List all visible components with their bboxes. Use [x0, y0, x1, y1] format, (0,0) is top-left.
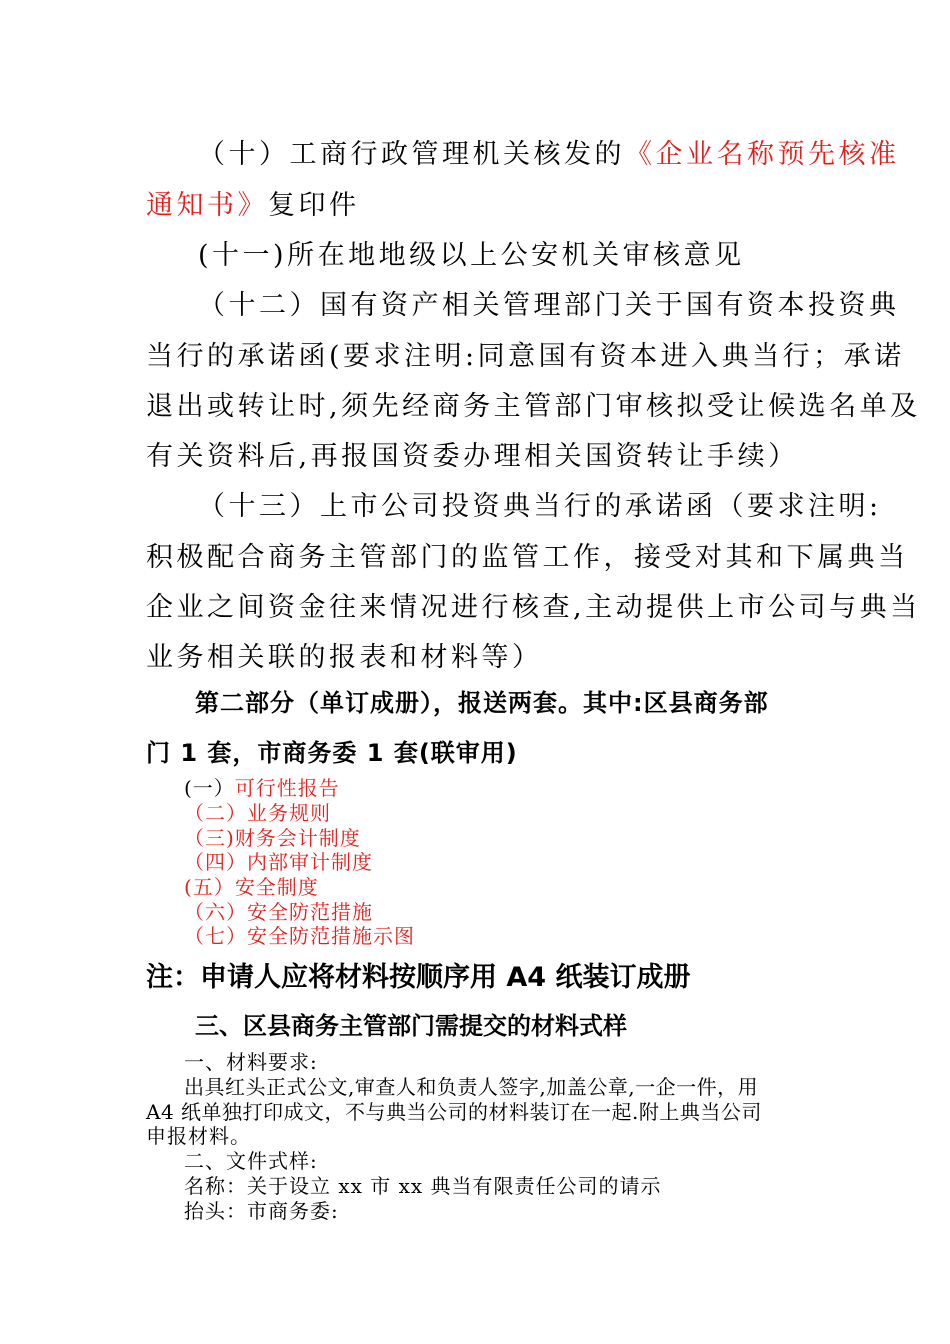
format-heading: 二、文件式样:	[184, 1149, 318, 1173]
item-12-line-3: 退出或转让时,须先经商务主管部门审核拟受让候选名单及	[146, 391, 921, 422]
part2-heading-line-1: 第二部分（单订成册），报送两套。其中:区县商务部	[195, 689, 769, 717]
item-12-line-2: 当行的承诺函(要求注明:同意国有资本进入典当行；承诺	[146, 341, 905, 372]
item-12-line-1: （十二）国有资产相关管理部门关于国有资本投资典	[198, 290, 900, 321]
part2-item-4-text: 内部审计制度	[247, 850, 373, 874]
part2-item-7-prefix: （七）	[184, 924, 247, 948]
part2-item-2-text: 业务规则	[247, 801, 331, 825]
requirements-line-3: 申报材料。	[146, 1124, 251, 1148]
item-10-suffix: 复印件	[268, 190, 360, 221]
document-header-line: 抬头：市商务委:	[184, 1199, 339, 1223]
item-12-line-4: 有关资料后,再报国资委办理相关国资转让手续）	[146, 441, 799, 472]
item-13-line-2: 积极配合商务主管部门的监管工作，接受对其和下属典当	[146, 542, 909, 573]
part2-item-3-prefix: （三)	[184, 826, 235, 850]
part2-item-4-prefix: （四）	[184, 850, 247, 874]
part2-item-7	[184, 920, 415, 949]
document-name-line: 名称：关于设立 xx 市 xx 典当有限责任公司的请示	[184, 1174, 662, 1198]
part2-item-2-prefix: （二）	[184, 801, 247, 825]
part2-heading-line-2: 门 1 套，市商务委 1 套(联审用)	[146, 739, 518, 767]
section3-title: 三、区县商务主管部门需提交的材料式样	[195, 1012, 627, 1040]
part2-item-6-prefix: （六）	[184, 900, 247, 924]
item-10-line-1	[198, 132, 900, 171]
part2-item-1-prefix: (一）	[184, 776, 235, 800]
item-10-red-title-part2: 通知书》	[146, 190, 268, 221]
item-11: (十一)所在地地级以上公安机关审核意见	[198, 240, 745, 271]
item-10-prefix: （十）工商行政管理机关核发的	[198, 139, 625, 170]
requirements-heading: 一、材料要求:	[184, 1050, 318, 1074]
item-13-line-1: （十三）上市公司投资典当行的承诺函（要求注明:	[198, 491, 882, 522]
part2-item-5-prefix: (五）	[184, 875, 235, 899]
item-10-line-2	[146, 183, 360, 222]
item-13-line-3: 企业之间资金往来情况进行核查,主动提供上市公司与典当	[146, 592, 921, 623]
item-13-line-4: 业务相关联的报表和材料等）	[146, 642, 543, 673]
part2-item-7-text: 安全防范措施示图	[247, 924, 415, 948]
requirements-line-2: A4 纸单独打印成文，不与典当公司的材料装订在一起.附上典当公司	[146, 1100, 762, 1124]
requirements-line-1: 出具红头正式公文,审查人和负责人签字,加盖公章,一企一件，用	[184, 1075, 759, 1099]
part2-item-5-text: 安全制度	[234, 875, 319, 899]
part2-item-3-text: 财务会计制度	[234, 826, 361, 850]
item-10-red-title-part1: 《企业名称预先核准	[625, 139, 900, 170]
part2-item-1-text: 可行性报告	[234, 776, 340, 800]
note: 注：申请人应将材料按顺序用 A4 纸装订成册	[146, 962, 691, 993]
part2-item-6-text: 安全防范措施	[247, 900, 373, 924]
